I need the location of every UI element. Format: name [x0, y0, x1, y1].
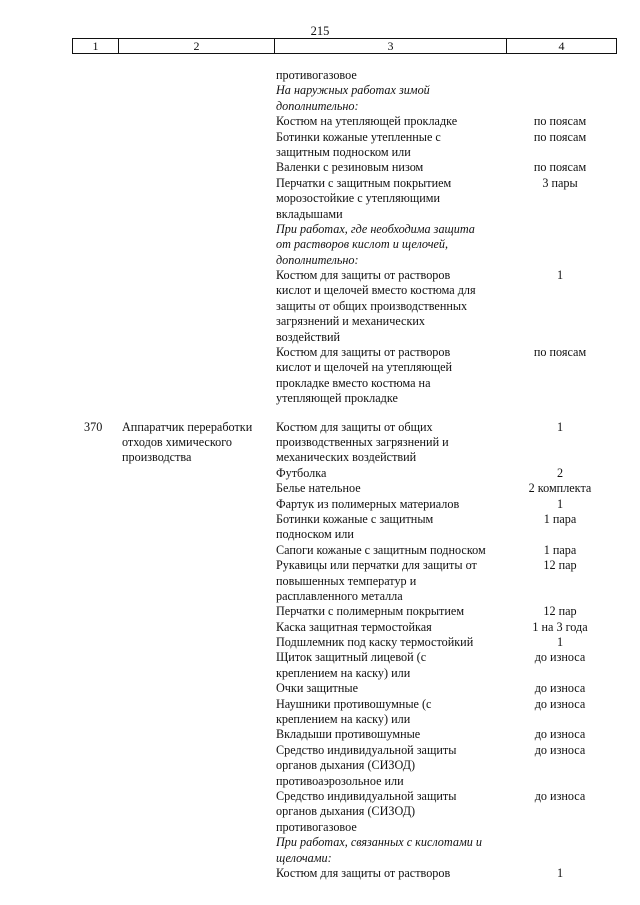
ppe-item-text: подноском или [276, 527, 354, 542]
ppe-item-text: загрязнений и механических [276, 314, 425, 329]
row-gap [0, 407, 640, 420]
ppe-item-text: Футболка [276, 465, 327, 480]
ppe-item-text: воздействий [276, 329, 341, 344]
ppe-item-text: противогазовое [276, 68, 357, 82]
ppe-item-line [0, 191, 640, 206]
ppe-item-line [0, 527, 640, 542]
ppe-item-line [0, 376, 640, 391]
ppe-item-line [0, 558, 640, 573]
ppe-quantity: по поясам [533, 160, 587, 175]
ppe-item-line [0, 697, 640, 712]
ppe-quantity: 1 пара [543, 542, 577, 557]
ppe-item-text: Ботинки кожаные утепленные с [276, 129, 441, 144]
ppe-item-line [0, 130, 640, 145]
ppe-item-text: повышенных температур и [276, 573, 417, 588]
ppe-item-line [0, 435, 640, 450]
ppe-item-text: вкладышами [276, 206, 343, 221]
ppe-item-line [0, 820, 640, 835]
ppe-quantity: 1 [556, 268, 564, 283]
ppe-item-text: Вкладыши противошумные [276, 727, 421, 742]
condition-heading-line [0, 83, 640, 98]
ppe-item-line [0, 758, 640, 773]
ppe-item-line [0, 712, 640, 727]
ppe-item-text: Фартук из полимерных материалов [276, 496, 460, 511]
ppe-item-text: дополнительно: [276, 98, 359, 113]
ppe-quantity: 3 пары [542, 175, 578, 190]
ppe-item-text: Белье нательное [276, 481, 361, 496]
ppe-item-line [0, 604, 640, 619]
ppe-item-text: При работах, где необходима защита [276, 221, 475, 236]
ppe-item-line [0, 114, 640, 129]
ppe-item-text: Средство индивидуальной защиты [276, 742, 457, 757]
ppe-item-text: Костюм для защиты от растворов [276, 345, 451, 360]
ppe-item-text: креплением на каску) или [276, 665, 411, 680]
ppe-item-line [0, 497, 640, 512]
ppe-item-text: Каска защитная термостойкая [276, 619, 432, 634]
ppe-item-line [0, 314, 640, 329]
condition-heading-line [0, 253, 640, 268]
entry-370 [0, 420, 640, 882]
ppe-quantity: по поясам [533, 129, 587, 144]
ppe-quantity: до износа [534, 696, 586, 711]
ppe-item-text: кислот и щелочей на утепляющей [276, 360, 453, 375]
norms-table-body [0, 68, 640, 881]
ppe-quantity: до износа [534, 650, 586, 665]
ppe-quantity: по поясам [533, 114, 587, 129]
ppe-item-line [0, 512, 640, 527]
ppe-item-line [0, 450, 640, 465]
ppe-item-line [0, 543, 640, 558]
ppe-item-text: Сапоги кожаные с защитным подноском [276, 542, 486, 557]
ppe-item-line [0, 574, 640, 589]
ppe-item-line [0, 466, 640, 481]
profession-name: Аппаратчик переработки отходов химического производства [122, 419, 253, 465]
ppe-item-text: от растворов кислот и щелочей, [276, 237, 449, 252]
ppe-quantity: до износа [534, 788, 586, 803]
ppe-item-line [0, 743, 640, 758]
ppe-item-text: защитным подноском или [276, 144, 411, 159]
ppe-item-text: На наружных работах зимой [276, 83, 430, 98]
ppe-item-line [0, 789, 640, 804]
ppe-item-line [0, 804, 640, 819]
ppe-item-text: креплением на каску) или [276, 712, 411, 727]
ppe-item-line [0, 283, 640, 298]
ppe-item-line [0, 666, 640, 681]
ppe-item-text: Перчатки с защитным покрытием [276, 175, 452, 190]
ppe-item-text: расплавленного металла [276, 588, 403, 603]
ppe-quantity: до износа [534, 681, 586, 696]
ppe-quantity: 1 [556, 865, 564, 880]
ppe-item-line [0, 160, 640, 175]
column-header-3: 3 [275, 39, 507, 54]
condition-heading-line [0, 851, 640, 866]
ppe-item-text: Очки защитные [276, 681, 358, 696]
ppe-item-line [0, 145, 640, 160]
ppe-item-line [0, 420, 640, 435]
ppe-item-text: Подшлемник под каску термостойкий [276, 635, 474, 650]
continued-entry [0, 68, 640, 407]
ppe-item-line [0, 727, 640, 742]
ppe-quantity: 1 пара [543, 511, 577, 526]
ppe-item-text: производственных загрязнений и [276, 434, 449, 449]
ppe-item-line [0, 650, 640, 665]
ppe-quantity: 2 комплекта [528, 481, 592, 496]
column-header-1: 1 [73, 39, 119, 54]
ppe-item-line [0, 866, 640, 881]
ppe-quantity: 12 пар [543, 558, 577, 573]
ppe-quantity: 2 [556, 465, 564, 480]
ppe-item-line [0, 360, 640, 375]
ppe-quantity: до износа [534, 742, 586, 757]
ppe-item-text: Щиток защитный лицевой (с [276, 650, 427, 665]
ppe-item-line [0, 68, 640, 83]
ppe-item-text: При работах, связанных с кислотами и [276, 835, 482, 850]
ppe-item-text: Перчатки с полимерным покрытием [276, 604, 465, 619]
column-header-row [73, 39, 617, 54]
column-header-4: 4 [507, 39, 617, 54]
ppe-item-text: прокладке вместо костюма на [276, 375, 431, 390]
ppe-item-line [0, 268, 640, 283]
ppe-item-text: Валенки с резиновым низом [276, 160, 424, 175]
ppe-item-text: Ботинки кожаные с защитным [276, 511, 434, 526]
ppe-item-text: органов дыхания (СИЗОД) [276, 758, 416, 773]
ppe-quantity: 1 на 3 года [532, 619, 588, 634]
ppe-item-line [0, 207, 640, 222]
ppe-item-line [0, 299, 640, 314]
ppe-item-line [0, 635, 640, 650]
ppe-item-text: Костюм для защиты от общих [276, 419, 433, 434]
ppe-quantity: 1 [556, 419, 564, 434]
ppe-item-text: Наушники противошумные (с [276, 696, 432, 711]
ppe-item-text: морозостойкие с утепляющими [276, 191, 440, 206]
ppe-item-text: кислот и щелочей вместо костюма для [276, 283, 476, 298]
ppe-item-text: утепляющей прокладке [276, 391, 398, 406]
ppe-quantity: 12 пар [543, 604, 577, 619]
page-number: 215 [310, 24, 330, 38]
condition-heading-line [0, 222, 640, 237]
condition-heading-line [0, 835, 640, 850]
ppe-quantity: 1 [556, 635, 564, 650]
ppe-item-text: дополнительно: [276, 252, 359, 267]
ppe-item-text: щелочами: [276, 850, 332, 865]
ppe-item-text: Рукавицы или перчатки для защиты от [276, 558, 477, 573]
condition-heading-line [0, 99, 640, 114]
ppe-quantity: 1 [556, 496, 564, 511]
ppe-item-text: защиты от общих производственных [276, 298, 468, 313]
ppe-quantity: по поясам [533, 345, 587, 360]
ppe-item-line [0, 176, 640, 191]
ppe-item-line [0, 774, 640, 789]
column-header-2: 2 [119, 39, 275, 54]
condition-heading-line [0, 237, 640, 252]
ppe-item-line [0, 391, 640, 406]
column-header-table [72, 38, 617, 54]
ppe-item-text: противогазовое [276, 819, 357, 834]
ppe-item-text: противоаэрозольное или [276, 773, 404, 788]
ppe-item-line [0, 589, 640, 604]
entry-number: 370 [84, 419, 103, 434]
ppe-item-line [0, 681, 640, 696]
ppe-item-text: Средство индивидуальной защиты [276, 788, 457, 803]
ppe-item-text: механических воздействий [276, 450, 417, 465]
ppe-item-line [0, 481, 640, 496]
ppe-item-text: Костюм для защиты от растворов [276, 865, 451, 880]
ppe-item-line [0, 620, 640, 635]
ppe-item-line [0, 330, 640, 345]
ppe-item-text: органов дыхания (СИЗОД) [276, 804, 416, 819]
ppe-item-text: Костюм на утепляющей прокладке [276, 114, 458, 129]
ppe-quantity: до износа [534, 727, 586, 742]
ppe-item-text: Костюм для защиты от растворов [276, 268, 451, 283]
ppe-item-line [0, 345, 640, 360]
